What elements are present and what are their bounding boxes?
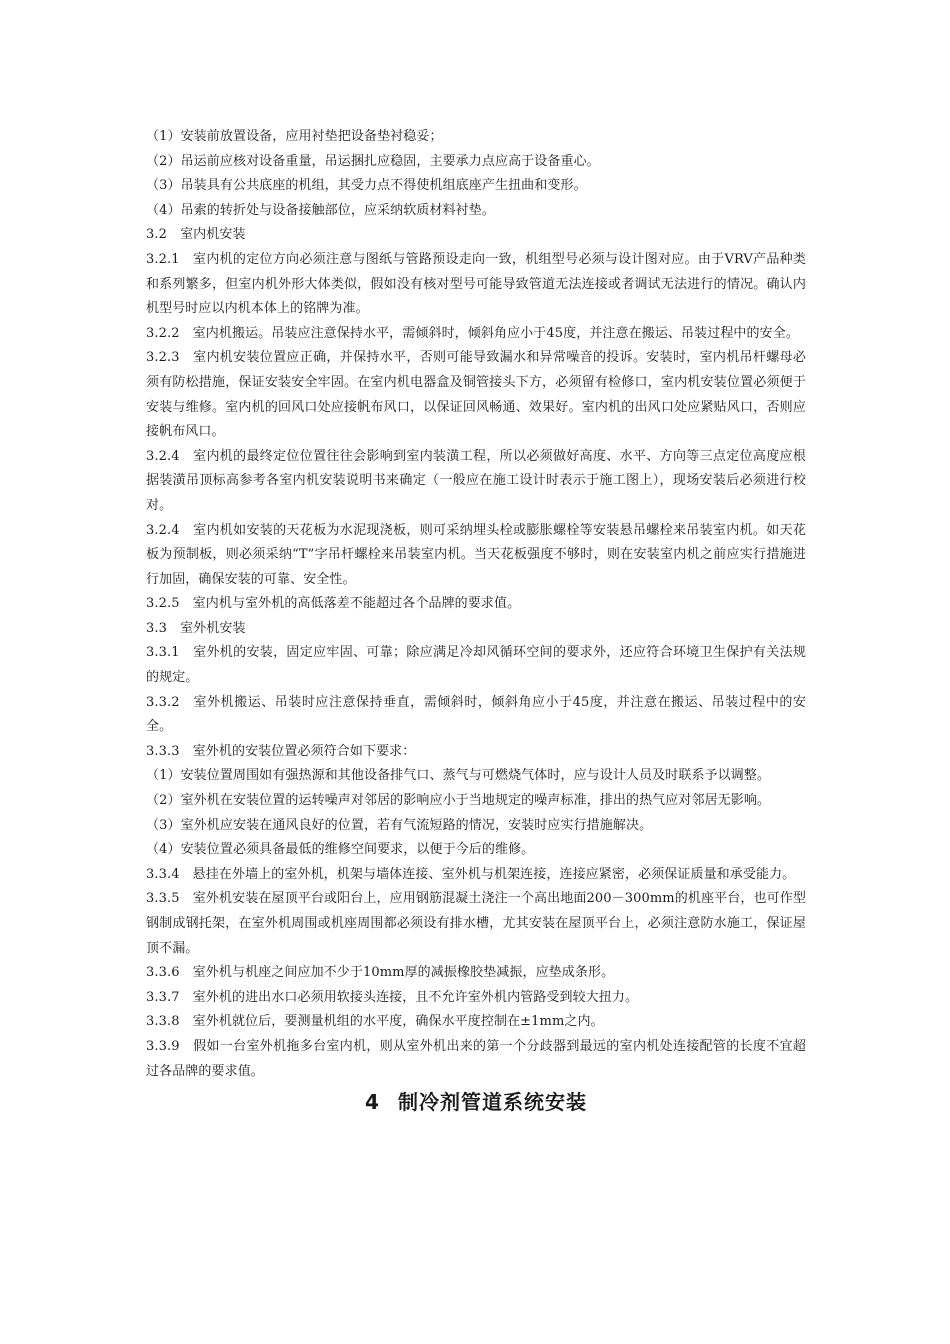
paragraph-3-3-6: 3.3.6 室外机与机座之间应加不少于10mm厚的减振橡胶垫减振，应垫成条形。 [146, 965, 615, 981]
paragraph-requirement-3: （3）室外机应安装在通风良好的位置，若有气流短路的情况，安装时应实行措施解决。 [146, 817, 653, 833]
paragraph-3-3-2: 3.3.2 室外机搬运、吊装时应注意保持垂直，需倾斜时，倾斜角应小于45度，并注意在搬运、吊装过程中的安全。 [146, 694, 806, 735]
paragraph-3-2-4b: 3.2.4 室内机如安装的天花板为水泥现浇板，则可采纳埋头栓或膨胀螺栓等安装悬吊螺栓来吊装室内机。如天花板为预制板，则必须采纳“T”字吊杆螺栓来吊装室内机。当天花板强度不够时，则在安装室内机之前应实行措施进行加固，确保安装的可靠、安全性。 [146, 522, 806, 587]
chapter-heading [146, 1086, 806, 1118]
paragraph-requirement-2: （2）室外机在安装位置的运转噪声对邻居的影响应小于当地规定的噪声标准，排出的热气应对邻居无影响。 [146, 793, 771, 809]
paragraph-3-3-9: 3.3.9 假如一台室外机拖多台室内机，则从室外机出来的第一个分歧器到最远的室内机处连接配管的长度不宜超过各品牌的要求值。 [146, 1038, 806, 1079]
paragraph-3-2-1: 3.2.1 室内机的定位方向必须注意与图纸与管路预设走向一致，机组型号必须与设计图对应。由于VRV产品种类和系列繁多，但室内机外形大体类似，假如没有核对型号可能导致管道无法连接或者调试无法进行的情况。确认内机型号时应以内机本体上的铭牌为准。 [146, 251, 806, 317]
paragraph-step-3: （3）吊装具有公共底座的机组，其受力点不得使机组底座产生扭曲和变形。 [146, 178, 587, 194]
paragraph-3-2-2: 3.2.2 室内机搬运。吊装应注意保持水平，需倾斜时，倾斜角应小于45度，并注意在搬运、吊装过程中的安全。 [146, 325, 799, 341]
section-heading-3-3: 3.3 室外机安装 [146, 620, 246, 636]
section-heading-3-2: 3.2 室内机安装 [146, 227, 246, 243]
paragraph-3-2-5: 3.2.5 室内机与室外机的高低落差不能超过各个品牌的要求值。 [146, 596, 521, 612]
paragraph-3-2-4a: 3.2.4 室内机的最终定位位置往往会影响到室内装潢工程，所以必须做好高度、水平、方向等三点定位高度应根据装潢吊顶标高参考各室内机安装说明书来确定（一般应在施工设计时表示于施工图上），现场安装后必须进行校对。 [146, 448, 806, 513]
paragraph-step-4: （4）吊索的转折处与设备接触部位，应采纳软质材料衬垫。 [146, 202, 495, 218]
chapter-number: 4 [365, 1090, 380, 1115]
paragraph-3-3-8: 3.3.8 室外机就位后，要测量机组的水平度，确保水平度控制在±1mm之内。 [146, 1014, 604, 1030]
paragraph-3-3-5: 3.3.5 室外机安装在屋顶平台或阳台上，应用钢筋混凝土浇注一个高出地面200－300mm的机座平台，也可作型钢制成钢托架，在室外机周围或机座周围都必须设有排水槽，尤其安装在屋顶平台上，必须注意防水施工，保证屋顶不漏。 [146, 891, 806, 956]
paragraph-requirement-4: （4）安装位置必须具备最低的维修空间要求，以便于今后的维修。 [146, 842, 535, 858]
paragraph-requirement-1: （1）安装位置周围如有强热源和其他设备排气口、蒸气与可燃烧气体时，应与设计人员及时联系予以调整。 [146, 768, 771, 784]
paragraph-3-3-4: 3.3.4 悬挂在外墙上的室外机，机架与墙体连接、室外机与机架连接，连接应紧密，必须保证质量和承受能力。 [146, 866, 796, 882]
paragraph-3-3-3: 3.3.3 室外机的安装位置必须符合如下要求： [146, 743, 416, 759]
document-body [146, 125, 806, 1118]
paragraph-3-2-3: 3.2.3 室内机安装位置应正确，并保持水平，否则可能导致漏水和异常噪音的投诉。安装时，室内机吊杆螺母必须有防松措施，保证安装安全牢固。在室内机电器盒及铜管接头下方，必须留有检修口，室内机安装位置必须便于安装与维修。室内机的回风口处应接帆布风口，以保证回风畅通、效果好。室内机的出风口处应紧贴风口，否则应接帆布风口。 [146, 350, 806, 440]
paragraph-step-2: （2）吊运前应核对设备重量，吊运捆扎应稳固，主要承力点应高于设备重心。 [146, 153, 600, 169]
paragraph-3-3-7: 3.3.7 室外机的进出水口必须用软接头连接，且不允许室外机内管路受到较大扭力。 [146, 989, 639, 1005]
paragraph-3-3-1: 3.3.1 室外机的安装，固定应牢固、可靠；除应满足冷却风循环空间的要求外，还应符合环境卫生保护有关法规的规定。 [146, 645, 806, 686]
paragraph-step-1: （1）安装前放置设备，应用衬垫把设备垫衬稳妥； [146, 129, 443, 144]
chapter-title: 制冷剂管道系统安装 [397, 1090, 587, 1115]
